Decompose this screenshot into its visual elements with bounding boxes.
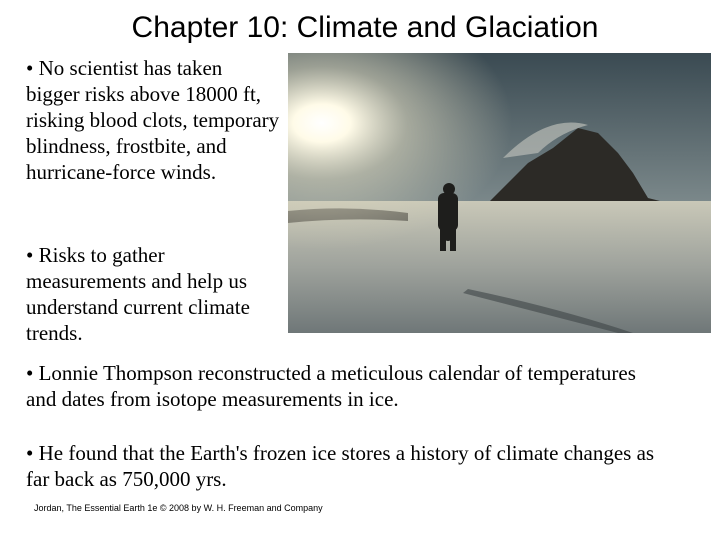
bullet-risks-altitude: • No scientist has taken bigger risks above 18000 ft, risking blood clots, temporary blindness, frostbite, and hurricane-force winds. [26,56,280,184]
bullet-risks-measurements: • Risks to gather measurements and help us understand current climate trends. [26,243,250,345]
slide-title: Chapter 10: Climate and Glaciation [131,11,599,44]
glacier-explorer-photo [288,53,711,333]
bullet-ice-history: • He found that the Earth's frozen ice stores a history of climate changes as far back as 750,000 yrs. [26,441,655,491]
bullet-lonnie-thompson: • Lonnie Thompson reconstructed a meticulous calendar of temperatures and dates from isotope measurements in ice. [26,361,636,411]
publisher-credit: Jordan, The Essential Earth 1e © 2008 by W. H. Freeman and Company [34,503,323,513]
